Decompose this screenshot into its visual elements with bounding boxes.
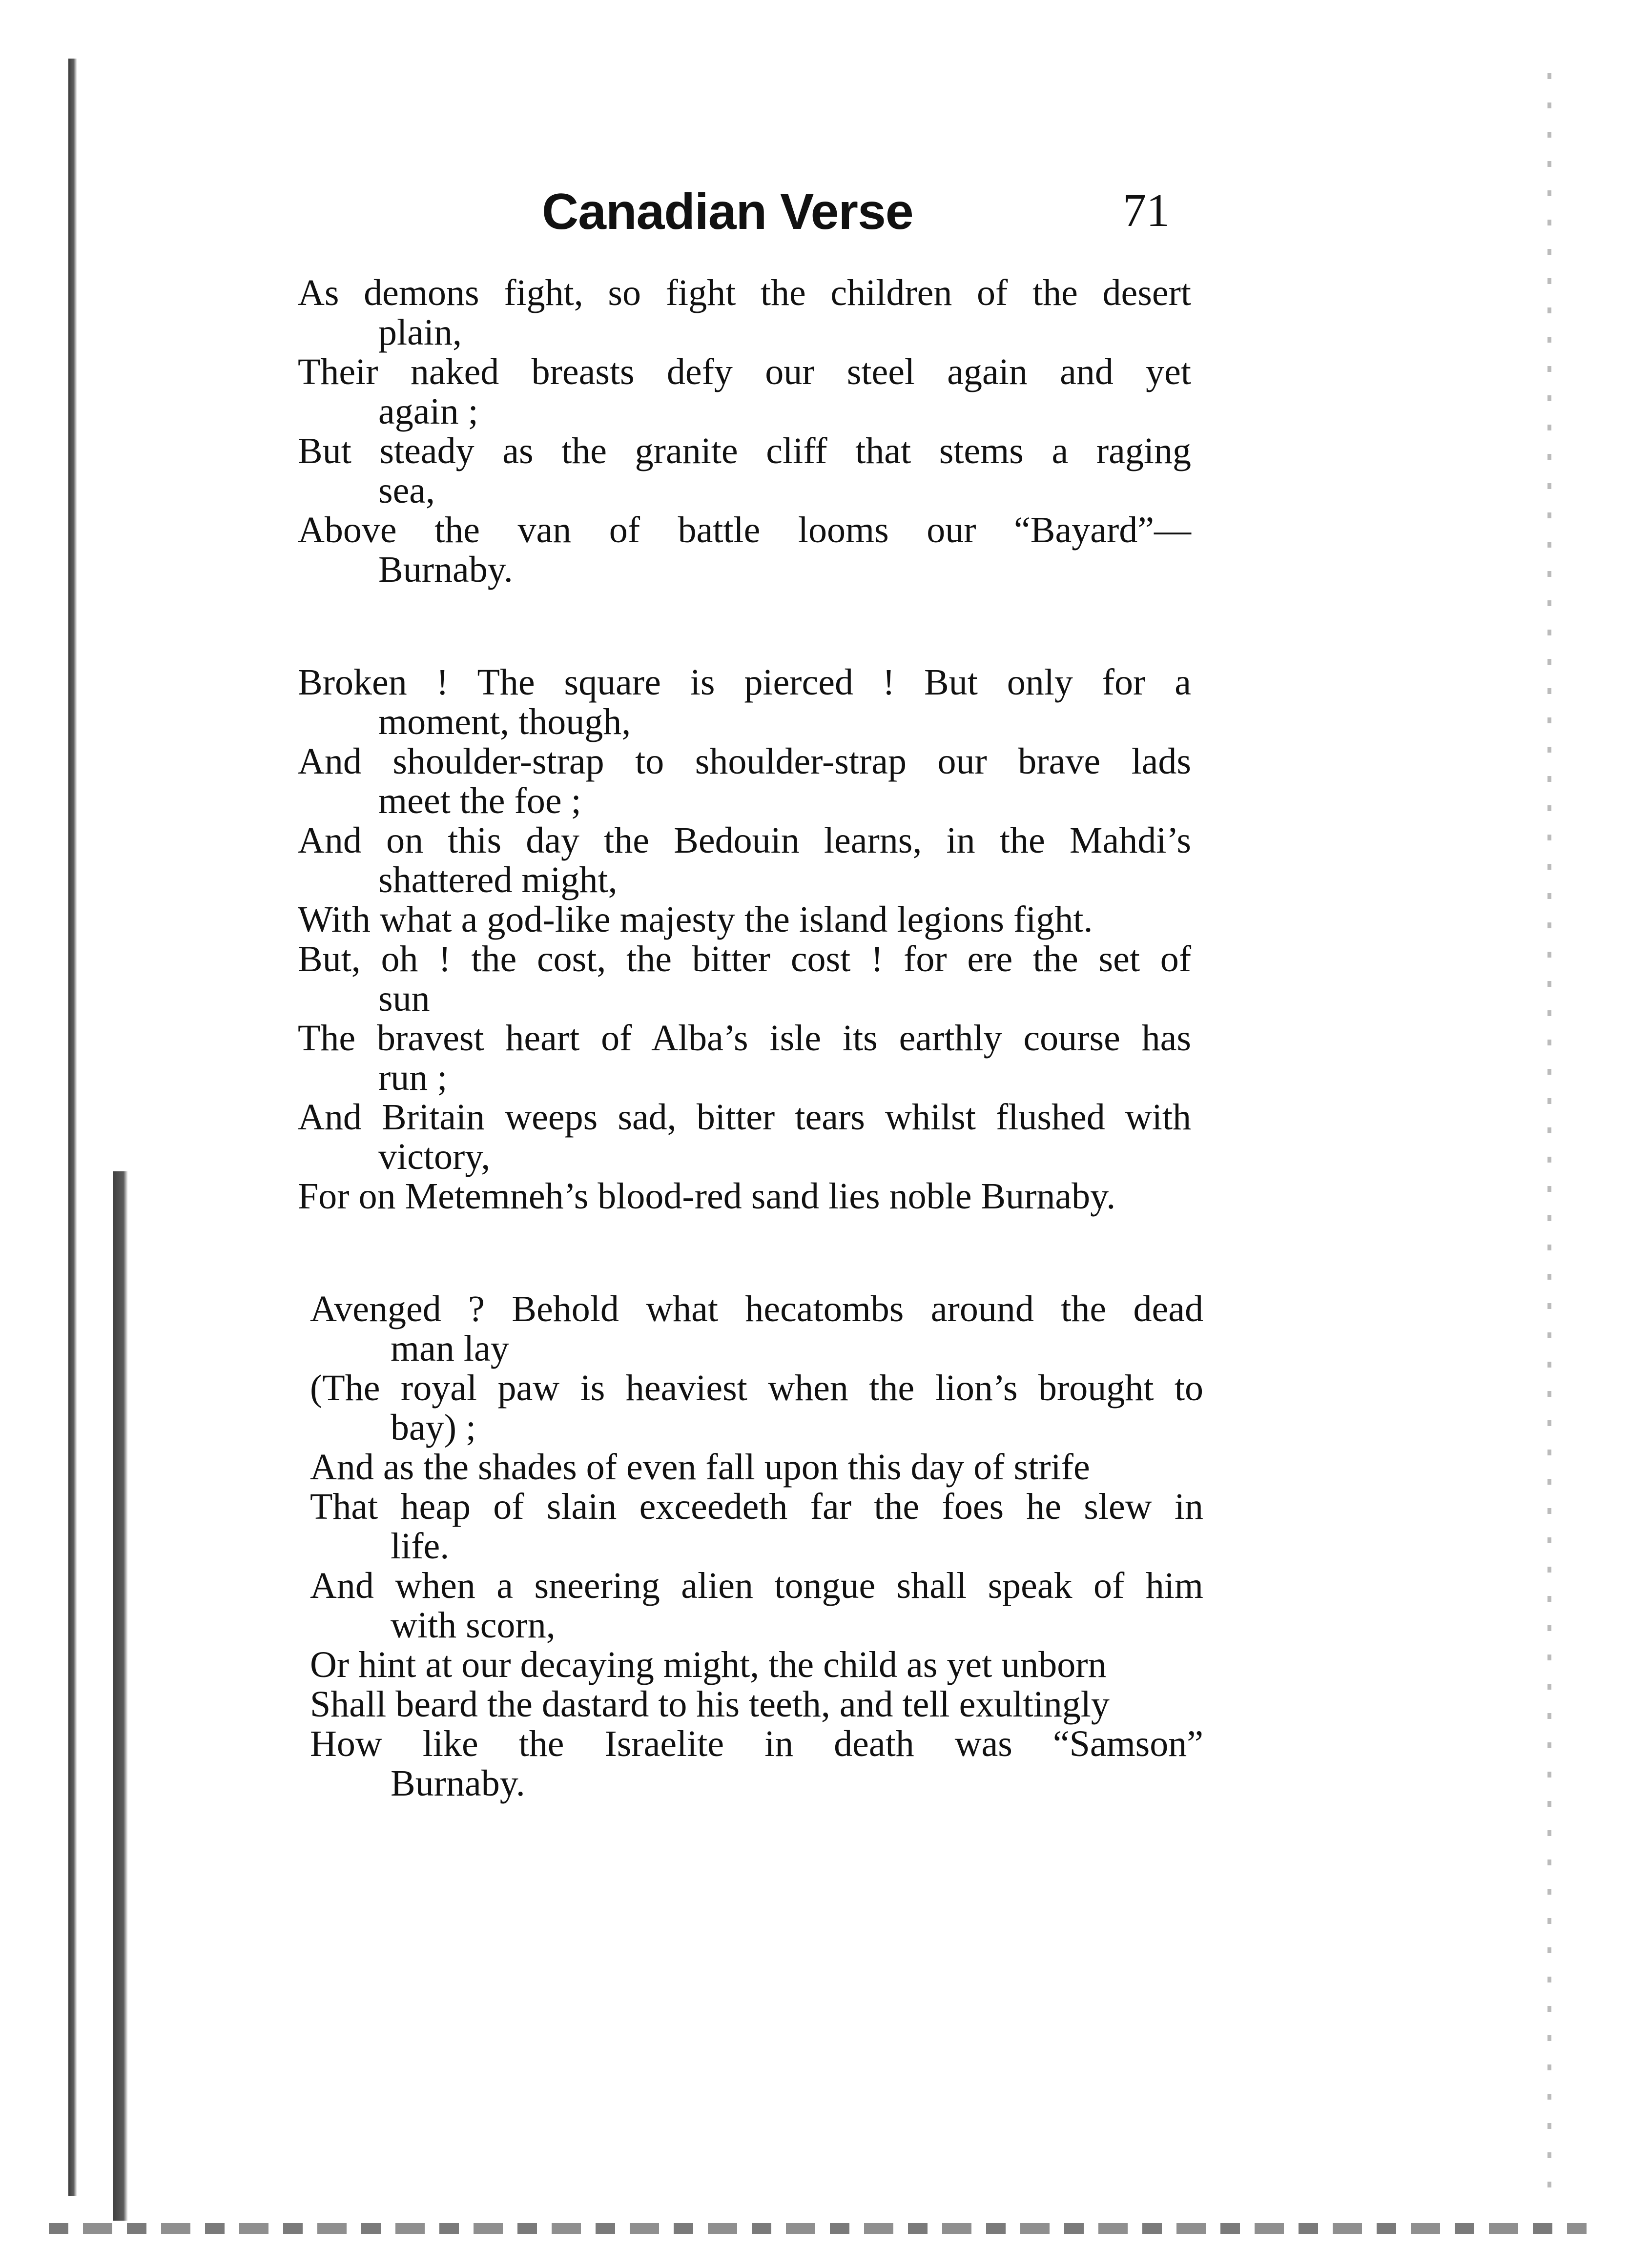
page-header: [293, 183, 1220, 251]
page-number: 71: [1123, 184, 1170, 236]
verse-line: As demons fight, so fight the children of the desert: [298, 272, 1191, 313]
verse-line-continuation: moment, though,: [378, 701, 631, 742]
page-edge-shadow-left: [68, 59, 77, 2196]
verse-line-continuation: run ;: [378, 1057, 448, 1098]
verse-line-continuation: plain,: [378, 312, 462, 353]
running-title: Canadian Verse: [542, 184, 913, 240]
verse-line: Shall beard the dastard to his teeth, and tell exultingly: [310, 1684, 1110, 1725]
verse-line-continuation: bay) ;: [391, 1407, 476, 1448]
verse-line: But steady as the granite cliff that stems a raging: [298, 430, 1191, 471]
stanza: [310, 1289, 1201, 1803]
page-edge-shadow-bottom: [49, 2223, 1587, 2234]
verse-line: (The royal paw is heaviest when the lion’s brought to: [310, 1368, 1203, 1409]
page-edge-shadow-lower-left: [113, 1171, 128, 2221]
page-edge-shadow-right: [1547, 73, 1551, 2196]
verse-line: Avenged ? Behold what hecatombs around the dead: [310, 1288, 1203, 1329]
stanza: [298, 273, 1201, 590]
verse-line: Above the van of battle looms our “Bayard”—: [298, 510, 1191, 551]
verse-line: For on Metemneh’s blood-red sand lies noble Burnaby.: [298, 1176, 1116, 1217]
verse-line: And as the shades of even fall upon this day of strife: [310, 1447, 1090, 1488]
verse-line: That heap of slain exceedeth far the foes he slew in: [310, 1486, 1203, 1527]
verse-line-continuation: again ;: [378, 391, 478, 432]
verse-line-continuation: sun: [378, 978, 430, 1019]
verse-line-continuation: victory,: [378, 1136, 491, 1177]
verse-line-continuation: life.: [391, 1526, 450, 1567]
verse-line: And Britain weeps sad, bitter tears whilst flushed with: [298, 1097, 1191, 1138]
verse-line-continuation: with scorn,: [391, 1605, 556, 1646]
poem-body: [298, 273, 1201, 1877]
verse-line-continuation: meet the foe ;: [378, 780, 581, 821]
verse-line: And when a sneering alien tongue shall speak of him: [310, 1565, 1203, 1606]
verse-line: Broken ! The square is pierced ! But only for a: [298, 662, 1191, 703]
verse-line: With what a god-like majesty the island legions fight.: [298, 899, 1093, 940]
verse-line: The bravest heart of Alba’s isle its earthly course has: [298, 1018, 1191, 1059]
verse-line: And on this day the Bedouin learns, in the Mahdi’s: [298, 820, 1191, 861]
verse-line: How like the Israelite in death was “Samson”: [310, 1723, 1203, 1764]
verse-line: Or hint at our decaying might, the child as yet unborn: [310, 1644, 1107, 1685]
verse-line-continuation: man lay: [391, 1328, 509, 1369]
verse-line: And shoulder-strap to shoulder-strap our brave lads: [298, 741, 1191, 782]
verse-line: But, oh ! the cost, the bitter cost ! for ere the set of: [298, 939, 1191, 980]
verse-line-continuation: shattered might,: [378, 859, 618, 900]
stanza: [298, 663, 1201, 1216]
verse-line-continuation: Burnaby.: [391, 1763, 525, 1804]
verse-line: Their naked breasts defy our steel again and yet: [298, 351, 1191, 392]
verse-line-continuation: sea,: [378, 470, 435, 511]
verse-line-continuation: Burnaby.: [378, 549, 513, 590]
